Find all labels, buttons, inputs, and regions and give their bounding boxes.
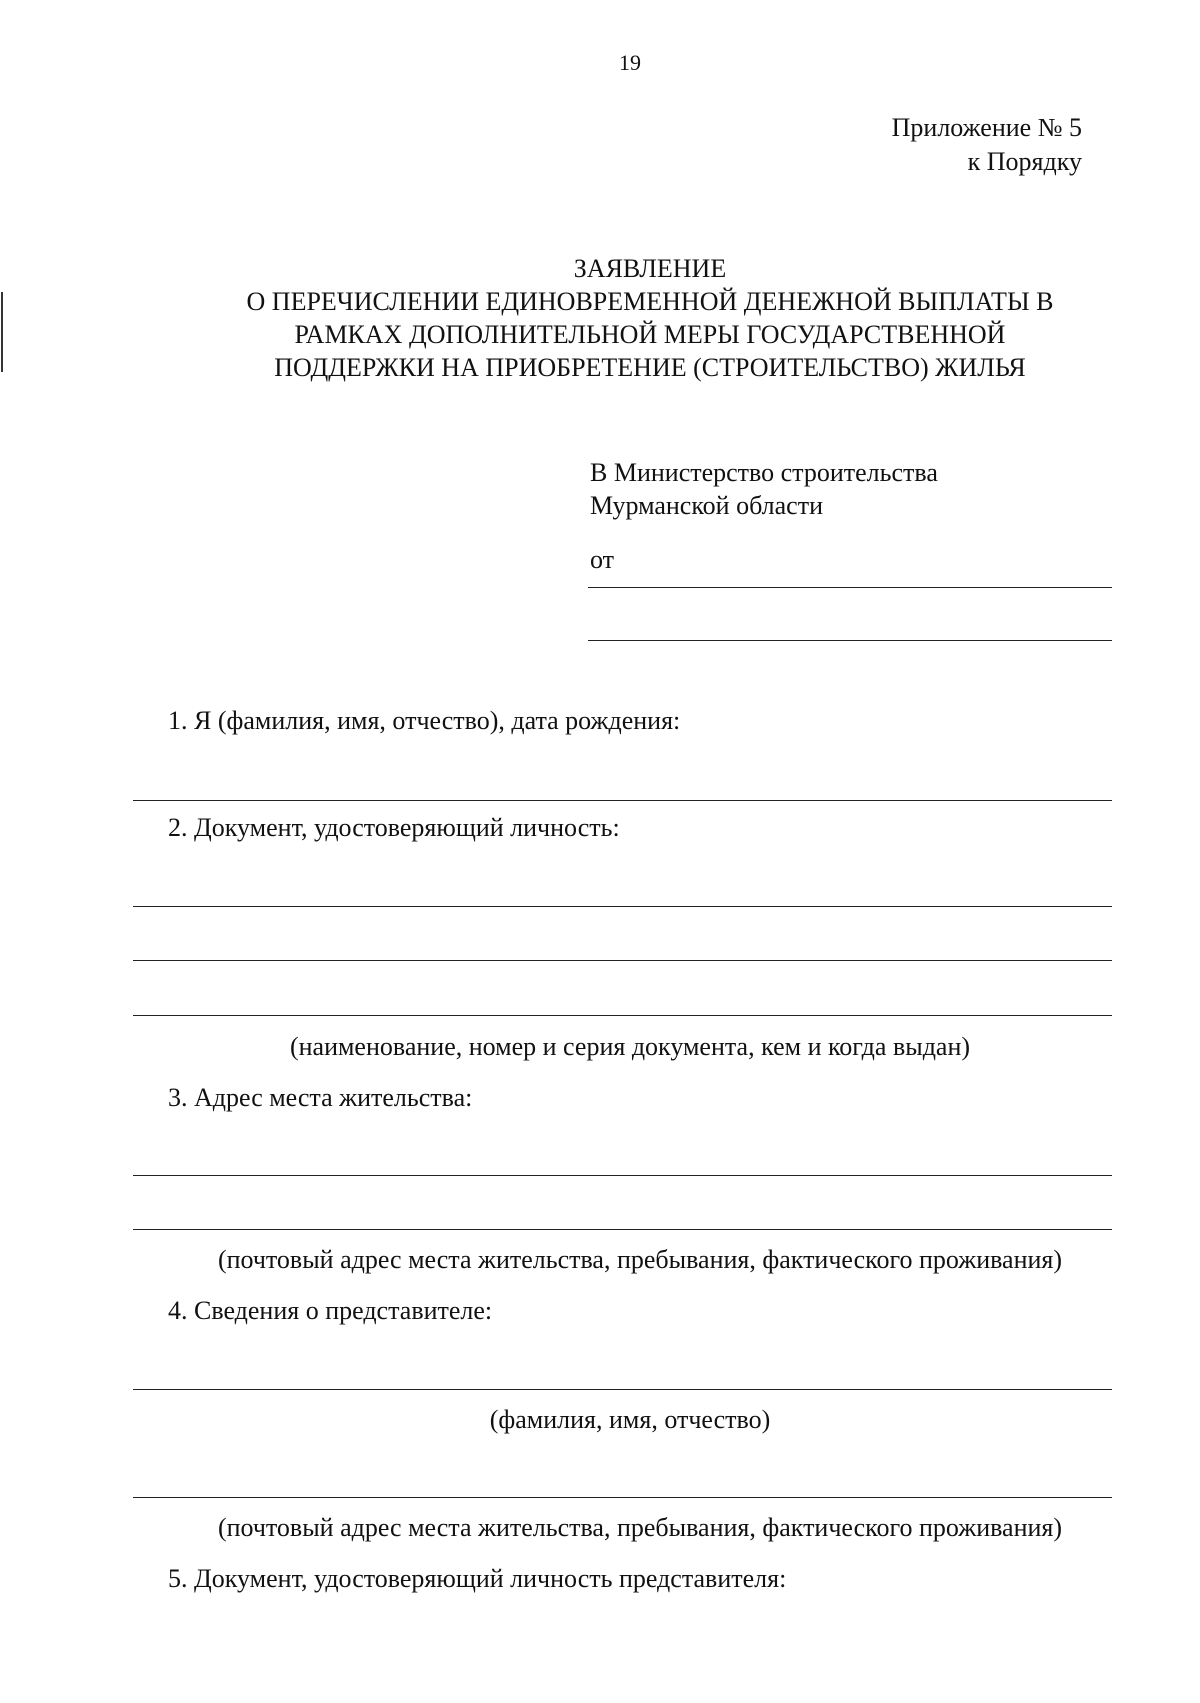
item-4-name-field-line[interactable] — [133, 1389, 1112, 1390]
document-title: ЗАЯВЛЕНИЕ — [573, 254, 727, 283]
item-4-label: 4. Сведения о представителе: — [168, 1296, 493, 1325]
item-4-address-field-line[interactable] — [133, 1497, 1112, 1498]
scan-edge-mark — [1, 292, 3, 372]
item-1-label: 1. Я (фамилия, имя, отчество), дата рождения: — [168, 706, 681, 735]
item-2-label: 2. Документ, удостоверяющий личность: — [168, 813, 620, 842]
recipient-line-2: Мурманской области — [590, 491, 823, 520]
item-3-field-line-1[interactable] — [133, 1175, 1112, 1176]
annex-number: Приложение № 5 — [891, 113, 1082, 142]
annex-reference: к Порядку — [967, 147, 1082, 176]
from-label: от — [590, 545, 615, 574]
recipient-line-1: В Министерство строительства — [590, 458, 938, 487]
from-field-line-1[interactable] — [588, 587, 1112, 588]
from-field-line-2[interactable] — [588, 640, 1112, 641]
document-subtitle-line-3: ПОДДЕРЖКИ НА ПРИОБРЕТЕНИЕ (СТРОИТЕЛЬСТВО) ЖИЛЬЯ — [274, 353, 1026, 382]
item-1-field-line[interactable] — [133, 800, 1112, 801]
item-2-field-line-3[interactable] — [133, 1015, 1112, 1016]
item-3-caption: (почтовый адрес места жительства, пребывания, фактического проживания) — [217, 1245, 1063, 1274]
item-2-field-line-2[interactable] — [133, 960, 1112, 961]
item-2-field-line-1[interactable] — [133, 906, 1112, 907]
item-2-caption: (наименование, номер и серия документа, кем и когда выдан) — [289, 1032, 971, 1061]
item-4-address-caption: (почтовый адрес места жительства, пребывания, фактического проживания) — [217, 1513, 1063, 1542]
item-3-field-line-2[interactable] — [133, 1229, 1112, 1230]
document-subtitle-line-1: О ПЕРЕЧИСЛЕНИИ ЕДИНОВРЕМЕННОЙ ДЕНЕЖНОЙ ВЫПЛАТЫ В — [246, 287, 1054, 316]
item-4-name-caption: (фамилия, имя, отчество) — [489, 1405, 771, 1434]
document-subtitle-line-2: РАМКАХ ДОПОЛНИТЕЛЬНОЙ МЕРЫ ГОСУДАРСТВЕННОЙ — [294, 320, 1006, 349]
page-number: 19 — [619, 50, 641, 75]
item-5-label: 5. Документ, удостоверяющий личность представителя: — [168, 1564, 787, 1593]
item-3-label: 3. Адрес места жительства: — [168, 1083, 473, 1112]
